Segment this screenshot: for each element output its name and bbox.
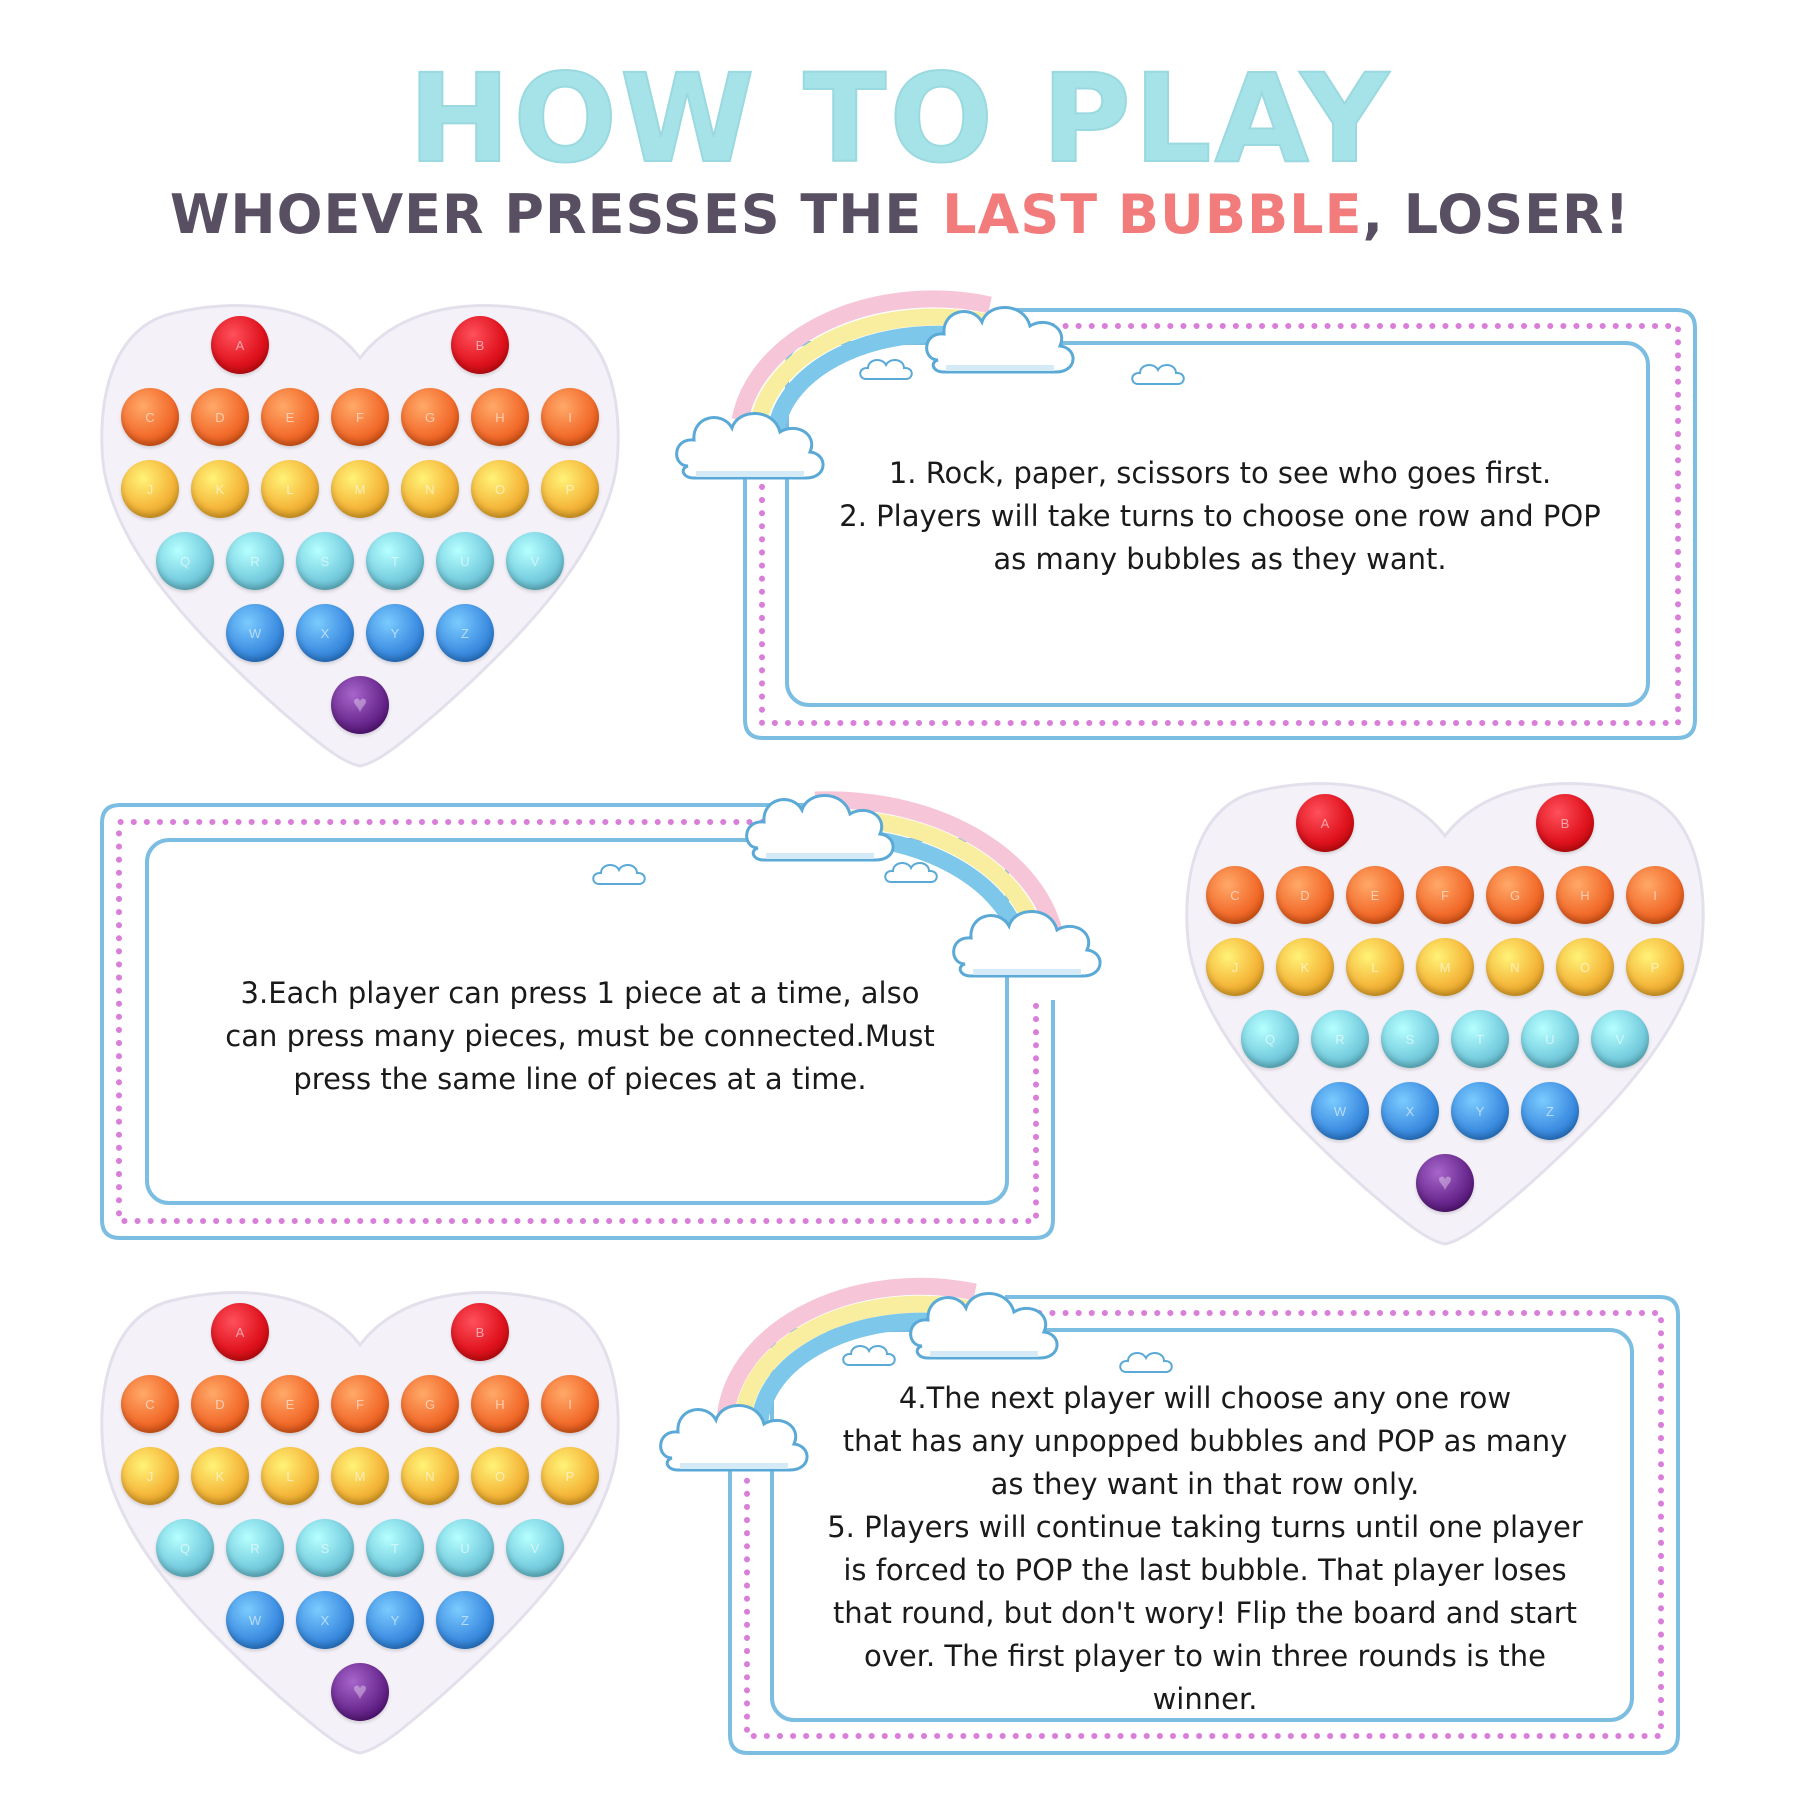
bubble-letter: D xyxy=(1300,887,1310,903)
heart-board-2 xyxy=(1185,778,1705,1248)
bubble-letter: A xyxy=(235,1324,245,1340)
bubble-letter: L xyxy=(286,481,294,497)
bubble-o[interactable] xyxy=(471,460,529,518)
bubble-letter: W xyxy=(248,625,262,641)
bubble-letter: G xyxy=(424,409,436,425)
bubble-x[interactable] xyxy=(1381,1082,1439,1140)
bubble-letter: O xyxy=(494,481,506,497)
bubble-s[interactable] xyxy=(1381,1010,1439,1068)
heart-board-3 xyxy=(100,1287,620,1757)
bubble-letter: B xyxy=(475,337,485,353)
bubble-heart[interactable] xyxy=(1416,1154,1474,1212)
bubble-letter: S xyxy=(320,553,330,569)
bubble-letter: Z xyxy=(461,1612,469,1628)
bubble-letter: M xyxy=(1439,959,1451,975)
heart-icon: ♥ xyxy=(1437,1169,1453,1196)
bubble-l[interactable] xyxy=(261,460,319,518)
bubble-letter: X xyxy=(320,1612,330,1628)
instruction-line: 4.The next player will choose any one row xyxy=(898,1381,1512,1415)
bubble-i[interactable] xyxy=(541,1375,599,1433)
bubble-letter: Q xyxy=(1264,1031,1276,1047)
bubble-a[interactable] xyxy=(211,1303,269,1361)
bubble-letter: S xyxy=(320,1540,330,1556)
bubble-b[interactable] xyxy=(1536,794,1594,852)
bubble-letter: U xyxy=(1545,1031,1555,1047)
bubble-letter: P xyxy=(565,481,575,497)
bubble-e[interactable] xyxy=(261,1375,319,1433)
bubble-j[interactable] xyxy=(121,1447,179,1505)
instruction-line: as they want in that row only. xyxy=(990,1467,1420,1501)
bubble-g[interactable] xyxy=(401,388,459,446)
bubble-m[interactable] xyxy=(331,1447,389,1505)
bubble-letter: D xyxy=(215,1396,225,1412)
bubble-l[interactable] xyxy=(1346,938,1404,996)
instruction-line: as many bubbles as they want. xyxy=(993,542,1447,576)
bubble-letter: N xyxy=(1510,959,1520,975)
bubble-w[interactable] xyxy=(1311,1082,1369,1140)
instruction-line: winner. xyxy=(1152,1682,1258,1716)
bubble-letter: Y xyxy=(390,625,400,641)
bubble-letter: A xyxy=(235,337,245,353)
card-2-text xyxy=(160,972,1000,1101)
bubble-letter: E xyxy=(285,409,295,425)
bubble-q[interactable] xyxy=(1241,1010,1299,1068)
bubble-letter: X xyxy=(1405,1103,1415,1119)
bubble-letter: T xyxy=(391,1540,399,1556)
bubble-c[interactable] xyxy=(121,1375,179,1433)
bubble-letter: T xyxy=(391,553,399,569)
bubble-m[interactable] xyxy=(1416,938,1474,996)
bubble-j[interactable] xyxy=(121,460,179,518)
bubble-y[interactable] xyxy=(1451,1082,1509,1140)
cloud xyxy=(885,863,937,882)
bubble-d[interactable] xyxy=(1276,866,1334,924)
bubble-z[interactable] xyxy=(436,1591,494,1649)
bubble-z[interactable] xyxy=(1521,1082,1579,1140)
bubble-letter: K xyxy=(1300,959,1310,975)
bubble-u[interactable] xyxy=(436,1519,494,1577)
bubble-letter: V xyxy=(530,553,540,569)
bubble-letter: U xyxy=(460,1540,470,1556)
bubble-letter: J xyxy=(1231,959,1239,975)
bubble-letter: F xyxy=(1441,887,1449,903)
bubble-h[interactable] xyxy=(471,1375,529,1433)
bubble-heart[interactable] xyxy=(331,1663,389,1721)
bubble-letter: O xyxy=(1579,959,1591,975)
subtitle-highlight: LAST BUBBLE xyxy=(942,183,1363,246)
bubble-w[interactable] xyxy=(226,1591,284,1649)
cloud xyxy=(1120,1353,1172,1372)
cloud xyxy=(954,911,1100,976)
cloud xyxy=(911,1293,1057,1358)
instruction-line: that round, but don't wory! Flip the board and start xyxy=(832,1596,1578,1630)
bubble-u[interactable] xyxy=(1521,1010,1579,1068)
bubble-letter: Z xyxy=(461,625,469,641)
bubble-w[interactable] xyxy=(226,604,284,662)
bubble-e[interactable] xyxy=(261,388,319,446)
bubble-f[interactable] xyxy=(331,1375,389,1433)
bubble-n[interactable] xyxy=(1486,938,1544,996)
bubble-s[interactable] xyxy=(296,1519,354,1577)
bubble-letter: C xyxy=(145,409,155,425)
bubble-c[interactable] xyxy=(1206,866,1264,924)
bubble-letter: U xyxy=(460,553,470,569)
bubble-letter: K xyxy=(215,481,225,497)
bubble-letter: R xyxy=(250,553,260,569)
heart-board-1 xyxy=(100,300,620,770)
bubble-letter: E xyxy=(285,1396,295,1412)
instruction-line: can press many pieces, must be connected.Must xyxy=(225,1019,935,1053)
bubble-letter: A xyxy=(1320,815,1330,831)
bubble-y[interactable] xyxy=(366,604,424,662)
subtitle-start: WHOEVER PRESSES THE xyxy=(169,183,943,246)
bubble-s[interactable] xyxy=(296,532,354,590)
card-3-text xyxy=(785,1377,1625,1721)
bubble-a[interactable] xyxy=(1296,794,1354,852)
bubble-letter: I xyxy=(1653,887,1657,903)
bubble-k[interactable] xyxy=(191,1447,249,1505)
bubble-letter: W xyxy=(248,1612,262,1628)
bubble-r[interactable] xyxy=(226,532,284,590)
bubble-g[interactable] xyxy=(1486,866,1544,924)
heart-icon: ♥ xyxy=(352,691,368,718)
bubble-q[interactable] xyxy=(156,532,214,590)
bubble-letter: W xyxy=(1333,1103,1347,1119)
bubble-letter: Z xyxy=(1546,1103,1554,1119)
bubble-letter: L xyxy=(1371,959,1379,975)
bubble-n[interactable] xyxy=(401,1447,459,1505)
subtitle-end: , LOSER! xyxy=(1362,183,1631,246)
bubble-letter: J xyxy=(146,1468,154,1484)
card-1-text xyxy=(800,452,1640,581)
bubble-letter: I xyxy=(568,1396,572,1412)
bubble-k[interactable] xyxy=(191,460,249,518)
bubble-y[interactable] xyxy=(366,1591,424,1649)
bubble-v[interactable] xyxy=(506,1519,564,1577)
bubble-k[interactable] xyxy=(1276,938,1334,996)
page-title: HOW TO PLAY xyxy=(408,48,1392,190)
bubble-l[interactable] xyxy=(261,1447,319,1505)
bubble-letter: M xyxy=(354,1468,366,1484)
bubble-letter: H xyxy=(495,409,505,425)
bubble-letter: H xyxy=(495,1396,505,1412)
bubble-f[interactable] xyxy=(1416,866,1474,924)
bubble-z[interactable] xyxy=(436,604,494,662)
bubble-v[interactable] xyxy=(506,532,564,590)
cloud xyxy=(860,360,912,379)
bubble-o[interactable] xyxy=(471,1447,529,1505)
instruction-line: press the same line of pieces at a time. xyxy=(293,1062,867,1096)
bubble-p[interactable] xyxy=(541,1447,599,1505)
bubble-letter: J xyxy=(146,481,154,497)
bubble-letter: N xyxy=(425,481,435,497)
bubble-f[interactable] xyxy=(331,388,389,446)
instruction-line: is forced to POP the last bubble. That player loses xyxy=(843,1553,1567,1587)
bubble-i[interactable] xyxy=(1626,866,1684,924)
bubble-letter: T xyxy=(1476,1031,1484,1047)
bubble-letter: X xyxy=(320,625,330,641)
bubble-b[interactable] xyxy=(451,1303,509,1361)
bubble-letter: G xyxy=(1509,887,1521,903)
bubble-b[interactable] xyxy=(451,316,509,374)
bubble-letter: Y xyxy=(1475,1103,1485,1119)
bubble-letter: P xyxy=(565,1468,575,1484)
bubble-letter: V xyxy=(1615,1031,1625,1047)
bubble-o[interactable] xyxy=(1556,938,1614,996)
bubble-e[interactable] xyxy=(1346,866,1404,924)
instruction-line: 5. Players will continue taking turns until one player xyxy=(827,1510,1583,1544)
bubble-letter: C xyxy=(1230,887,1240,903)
bubble-letter: O xyxy=(494,1468,506,1484)
cloud xyxy=(843,1346,895,1365)
instruction-line: 2. Players will take turns to choose one row and POP xyxy=(839,499,1601,533)
bubble-letter: Y xyxy=(390,1612,400,1628)
bubble-t[interactable] xyxy=(366,532,424,590)
cloud xyxy=(1132,365,1184,384)
bubble-heart[interactable] xyxy=(331,676,389,734)
bubble-letter: B xyxy=(1560,815,1570,831)
bubble-p[interactable] xyxy=(1626,938,1684,996)
instruction-line: that has any unpopped bubbles and POP as many xyxy=(842,1424,1568,1458)
bubble-q[interactable] xyxy=(156,1519,214,1577)
bubble-letter: E xyxy=(1370,887,1380,903)
bubble-c[interactable] xyxy=(121,388,179,446)
cloud xyxy=(927,307,1073,372)
bubble-letter: M xyxy=(354,481,366,497)
instruction-line: 3.Each player can press 1 piece at a time, also xyxy=(240,976,920,1010)
bubble-letter: B xyxy=(475,1324,485,1340)
bubble-letter: L xyxy=(286,1468,294,1484)
bubble-t[interactable] xyxy=(366,1519,424,1577)
bubble-letter: F xyxy=(356,409,364,425)
bubble-letter: Q xyxy=(179,553,191,569)
bubble-h[interactable] xyxy=(471,388,529,446)
bubble-letter: I xyxy=(568,409,572,425)
heart-icon: ♥ xyxy=(352,1678,368,1705)
bubble-letter: N xyxy=(425,1468,435,1484)
bubble-d[interactable] xyxy=(191,1375,249,1433)
instruction-line: over. The first player to win three rounds is the xyxy=(863,1639,1546,1673)
bubble-letter: R xyxy=(1335,1031,1345,1047)
bubble-p[interactable] xyxy=(541,460,599,518)
bubble-letter: C xyxy=(145,1396,155,1412)
bubble-v[interactable] xyxy=(1591,1010,1649,1068)
bubble-n[interactable] xyxy=(401,460,459,518)
bubble-letter: V xyxy=(530,1540,540,1556)
bubble-letter: K xyxy=(215,1468,225,1484)
bubble-t[interactable] xyxy=(1451,1010,1509,1068)
bubble-h[interactable] xyxy=(1556,866,1614,924)
bubble-letter: R xyxy=(250,1540,260,1556)
bubble-letter: S xyxy=(1405,1031,1415,1047)
bubble-d[interactable] xyxy=(191,388,249,446)
bubble-r[interactable] xyxy=(1311,1010,1369,1068)
bubble-m[interactable] xyxy=(331,460,389,518)
instruction-line: 1. Rock, paper, scissors to see who goes first. xyxy=(888,456,1552,490)
bubble-u[interactable] xyxy=(436,532,494,590)
bubble-j[interactable] xyxy=(1206,938,1264,996)
bubble-letter: F xyxy=(356,1396,364,1412)
bubble-letter: D xyxy=(215,409,225,425)
bubble-a[interactable] xyxy=(211,316,269,374)
bubble-x[interactable] xyxy=(296,604,354,662)
bubble-letter: H xyxy=(1580,887,1590,903)
bubble-letter: G xyxy=(424,1396,436,1412)
bubble-g[interactable] xyxy=(401,1375,459,1433)
bubble-x[interactable] xyxy=(296,1591,354,1649)
bubble-r[interactable] xyxy=(226,1519,284,1577)
bubble-i[interactable] xyxy=(541,388,599,446)
bubble-letter: P xyxy=(1650,959,1660,975)
bubble-letter: Q xyxy=(179,1540,191,1556)
cloud xyxy=(593,865,645,884)
